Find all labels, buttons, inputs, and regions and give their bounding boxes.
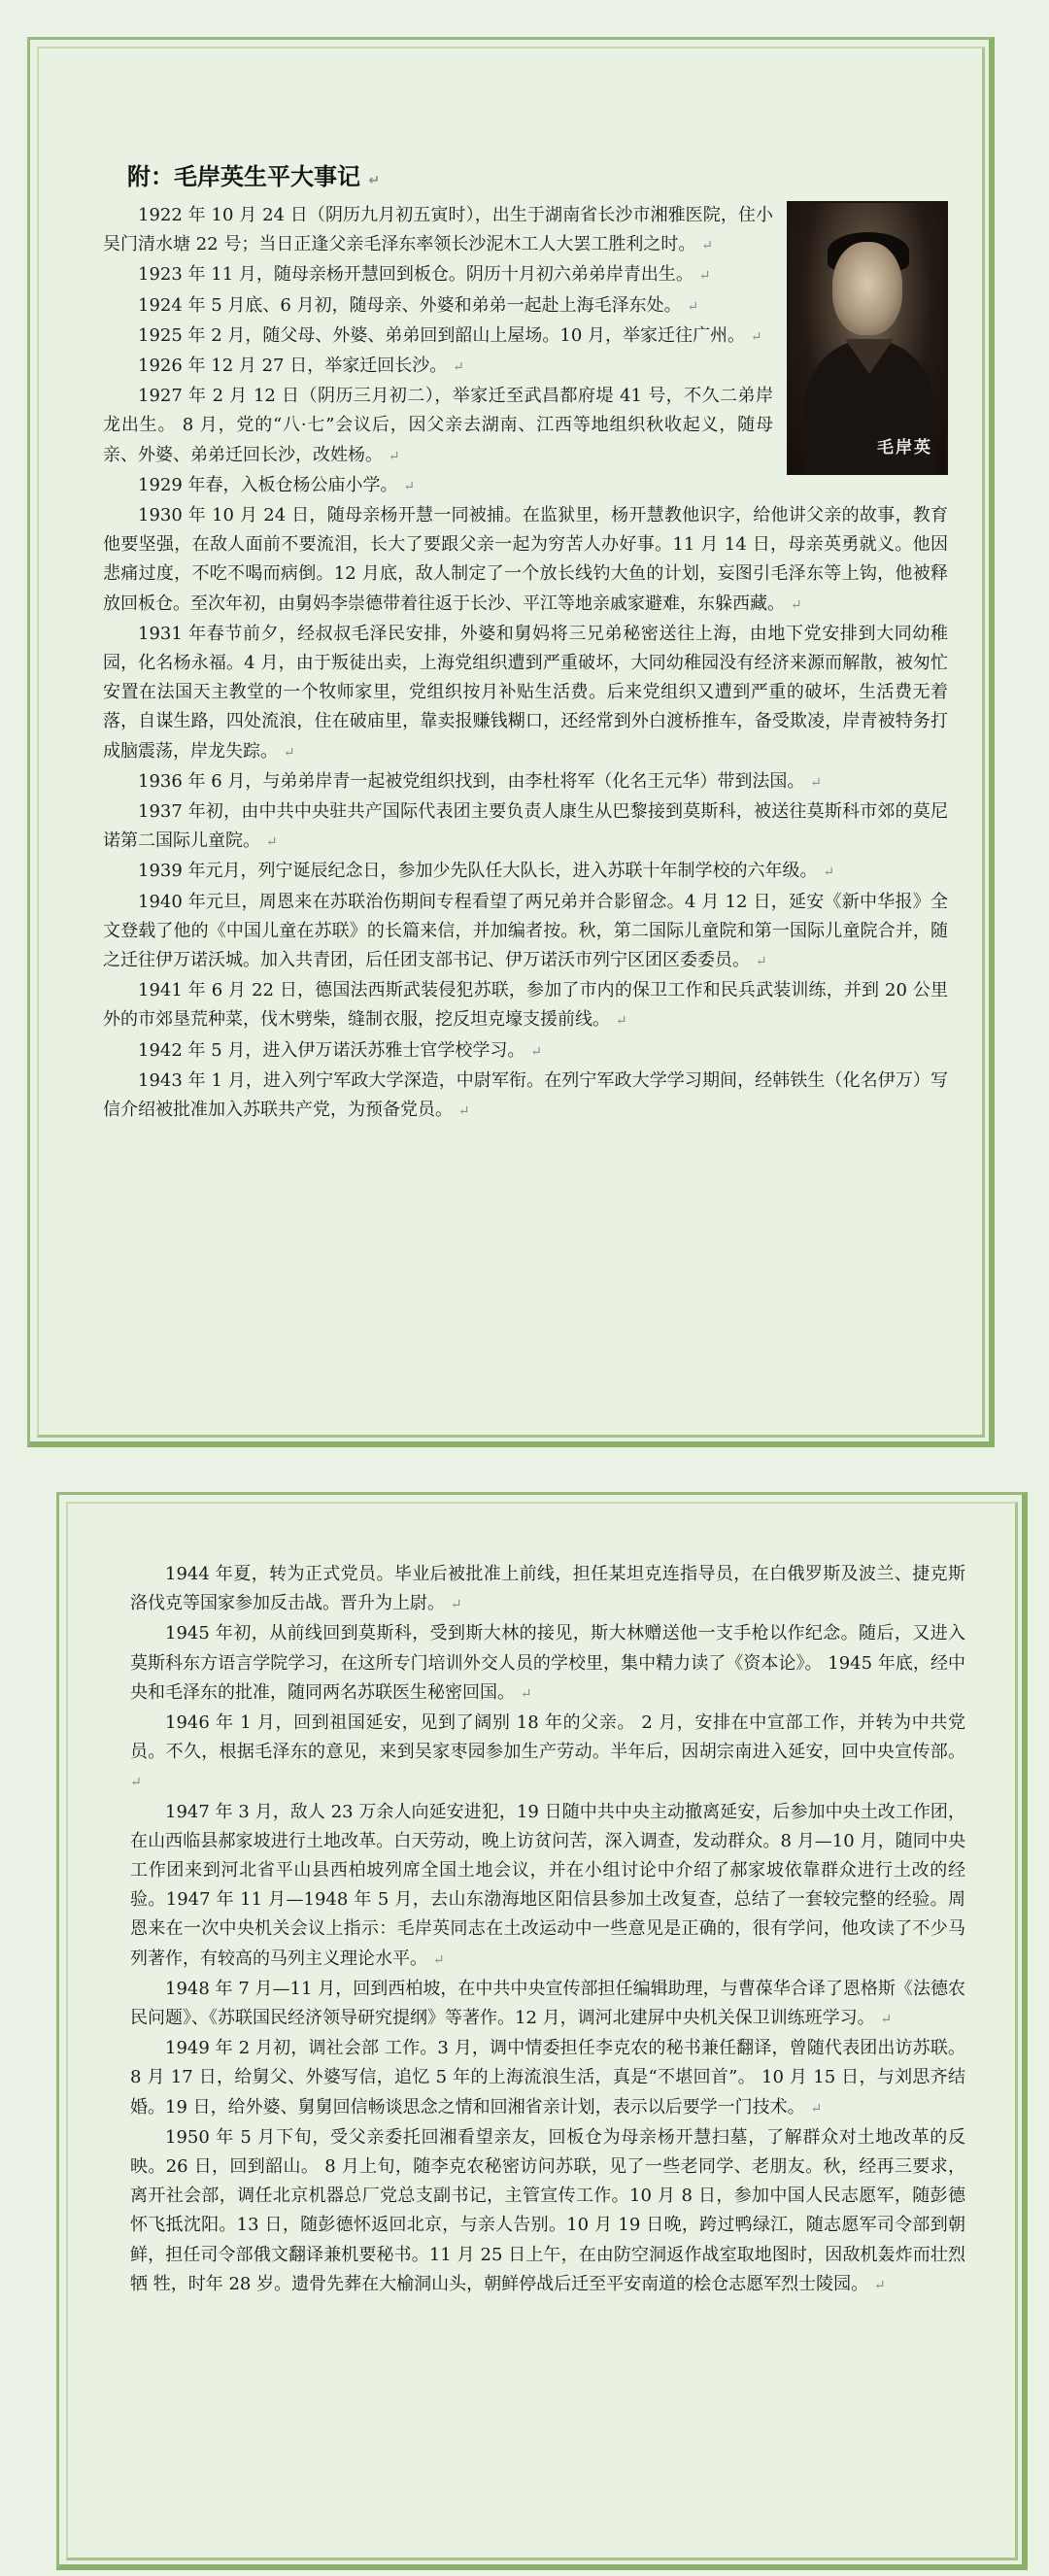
timeline-paragraph (103, 857, 948, 887)
paragraph-mark-icon: ↵ (810, 774, 822, 791)
paragraph-text: 1950 年 5 月下旬，受父亲委托回湘看望亲友，回板仓为母亲杨开慧扫墓，了解群众对土地改革的反映。26 日，回到韶山。 8 月上旬，随李克农秘密访问苏联，见了一些老同学、老朋友。秋，经再三要求，离开社会部，调任北京机器总厂党总支副书记，主管宣传工作。10 月 8 日，参加中国人民志愿军，随彭德怀飞抵沈阳。13 日，随彭德怀返回北京，与亲人告别。10 月 19 日晚，跨过鸭绿江，随志愿军司令部到朝鲜，担任司令部俄文翻译兼机要秘书。11 月 25 日上午，在由防空洞返作战室取地图时，因敌机轰炸而壮烈牺 牲，时年 28 岁。遗骨先葬在大榆洞山头，朝鲜停战后迁至平安南道的桧仓志愿军烈士陵园。 (130, 2126, 965, 2294)
timeline-paragraph (130, 2034, 965, 2123)
paragraph-text: 1945 年初，从前线回到莫斯科，受到斯大林的接见，斯大林赠送他一支手枪以作纪念。随后，又进入莫斯科东方语言学院学习，在这所专门培训外交人员的学校里，集中精力读了《资本论》。 1945 年底，经中央和毛泽东的批准，随同两名苏联医生秘密回国。 (130, 1623, 965, 1703)
timeline-paragraph (130, 2123, 965, 2300)
timeline-paragraph (130, 1560, 965, 1619)
paragraph-text: 1944 年夏，转为正式党员。毕业后被批准上前线，担任某坦克连指导员，在白俄罗斯及波兰、捷克斯洛伐克等国家参加反击战。晋升为上尉。 (130, 1564, 965, 1614)
timeline-paragraph (103, 888, 948, 977)
timeline-paragraph (130, 1798, 965, 1975)
paragraph-mark-icon: ↵ (450, 1597, 462, 1613)
paragraph-text: 1922 年 10 月 24 日（阴历九月初五寅时），出生于湖南省长沙市湘雅医院，住小吴门清水塘 22 号；当日正逢父亲毛泽东率领长沙泥木工人大罢工胜利之时。 (103, 205, 773, 255)
paragraph-text: 1924 年 5 月底、6 月初，随母亲、外婆和弟弟一起赴上海毛泽东处。 (138, 294, 682, 316)
paragraph-mark-icon: ↵ (520, 1685, 532, 1702)
paragraph-mark-icon: ↵ (403, 478, 415, 494)
timeline-paragraph (130, 1709, 965, 1798)
paragraph-text: 1931 年春节前夕，经叔叔毛泽民安排，外婆和舅妈将三兄弟秘密送往上海，由地下党安排到大同幼稚园，化名杨永福。4 月，由于叛徒出卖，上海党组织遭到严重破坏，大同幼稚园没有经济来源而解散，被匆忙安置在法国天主教堂的一个牧师家里，党组织按月补贴生活费。后来党组织又遭到严重的破坏，生活费无着落，自谋生路，四处流浪，住在破庙里，靠卖报赚钱糊口，还经常到外白渡桥推车，备受欺凌，岸青被特务打成脑震荡，岸龙失踪。 (103, 623, 948, 762)
paragraph-text: 1949 年 2 月初，调社会部 工作。3 月，调中情委担任李克农的秘书兼任翻译，曾随代表团出访苏联。8 月 17 日，给舅父、外婆写信，追忆 5 年的上海流浪生活，真是“不堪回首”。 10 月 15 日，与刘思齐结婚。19 日，给外婆、舅舅回信畅谈思念之情和回湘省亲计划，表示以后要学一门技术。 (130, 2038, 965, 2118)
paragraph-mark-icon: ↵ (698, 268, 711, 285)
timeline-paragraph (103, 1036, 948, 1067)
paragraph-text: 1941 年 6 月 22 日，德国法西斯武装侵犯苏联，参加了市内的保卫工作和民兵武装训练，并到 20 公里外的市郊垦荒种菜，伐木劈柴，缝制衣服，挖反坦克壕支援前线。 (103, 980, 948, 1031)
paragraph-text: 1947 年 3 月，敌人 23 万余人向延安进犯，19 日随中共中央主动撤离延安，后参加中央土改工作团，在山西临县郝家坡进行土地改革。白天劳动，晚上访贫问苦，深入调查，发动群众。8 月—10 月，随同中央工作团来到河北省平山县西柏坡列席全国土地会议，并在小组讨论中介绍了郝家坡依靠群众进行土改的经验。1947 年 11 月—1948 年 5 月，去山东渤海地区阳信县参加土改复查，总结了一套较完整的经验。周恩来在一次中央机关会议上指示：毛岸英同志在土改运动中一些意见是正确的，很有学问，他攻读了不少马列著作，有较高的马列主义理论水平。 (130, 1801, 965, 1969)
paragraph-text: 1929 年春，入板仓杨公庙小学。 (138, 474, 398, 495)
paragraph-mark-icon: ↵ (755, 954, 767, 970)
page-title: 附：毛岸英生平大事记 ↵ (127, 163, 381, 190)
timeline-paragraph (103, 471, 948, 501)
paragraph-text: 1948 年 7 月—11 月，回到西柏坡，在中共中央宣传部担任编辑助理，与曹葆华合译了恩格斯《法德农民问题》、《苏联国民经济领导研究提纲》等著作。12 月，调河北建屏中央机关保卫训练班学习。 (130, 1978, 965, 2029)
paragraph-text: 1923 年 11 月，随母亲杨开慧回到板仓。阴历十月初六弟弟岸青出生。 (138, 264, 694, 286)
paragraph-text: 1939 年元月，列宁诞辰纪念日，参加少先队任大队长，进入苏联十年制学校的六年级。 (138, 861, 818, 882)
paragraph-text: 1943 年 1 月，进入列宁军政大学深造，中尉军衔。在列宁军政大学学习期间，经韩铁生（化名伊万）写信介绍被批准加入苏联共产党，为预备党员。 (103, 1069, 948, 1121)
paragraph-text: 1927 年 2 月 12 日（阴历三月初二），举家迁至武昌都府堤 41 号，不久二弟岸龙出生。 8 月，党的“八·七”会议后，因父亲去湖南、江西等地组织秋收起义，随母亲、外婆、弟弟迁回长沙，改姓杨。 (103, 386, 773, 465)
timeline-paragraph (130, 1975, 965, 2034)
paragraph-mark-icon: ↵ (388, 448, 400, 464)
photo-caption: 毛岸英 (877, 438, 932, 458)
photo-face-shape (832, 242, 902, 335)
paragraph-mark-icon: ↵ (130, 1775, 142, 1791)
paragraph-mark-icon: ↵ (750, 328, 762, 345)
page-1-content (103, 111, 948, 1126)
timeline-paragraph (103, 767, 948, 797)
document-page-2 (56, 1492, 1028, 2570)
paragraph-mark-icon: ↵ (457, 1103, 470, 1120)
paragraph-mark-icon: ↵ (265, 834, 278, 851)
paragraph-text: 1937 年初，由中共中央驻共产国际代表团主要负责人康生从巴黎接到莫斯科，被送往莫斯科市郊的莫尼诺第二国际儿童院。 (103, 801, 948, 852)
paragraph-mark-icon: ↵ (810, 2100, 823, 2117)
paragraph-mark-icon: ↵ (873, 2277, 886, 2293)
paragraph-text: 1946 年 1 月，回到祖国延安，见到了阔别 18 年的父亲。 2 月，安排在中宣部工作，并转为中共党员。不久，根据毛泽东的意见，来到吴家枣园参加生产劳动。半年后，因胡宗南进入延安，回中央宣传部。 (130, 1712, 965, 1763)
paragraph-mark-icon: ↵ (823, 864, 834, 881)
paragraph-text: 1926 年 12 月 27 日，举家迁回长沙。 (138, 356, 448, 377)
paragraph-mark-icon: ↵ (452, 359, 464, 376)
timeline-paragraph (103, 976, 948, 1035)
paragraph-mark-icon: ↵ (283, 744, 295, 761)
paragraph-mark-icon: ↵ (701, 238, 713, 254)
timeline-paragraph (130, 1619, 965, 1709)
page-2-content (130, 1560, 965, 2300)
page-2-paragraphs (130, 1560, 965, 2300)
paragraph-mark-icon: ↵ (880, 2012, 893, 2028)
paragraph-mark-icon: ↵ (790, 596, 802, 613)
timeline-paragraph (103, 501, 948, 620)
paragraph-text: 1936 年 6 月，与弟弟岸青一起被党组织找到，由李杜将军（化名王元华）带到法国。 (138, 770, 805, 792)
paragraph-text: 1942 年 5 月，进入伊万诺沃苏雅士官学校学习。 (138, 1039, 525, 1061)
paragraph-mark-icon: ↵ (687, 298, 699, 315)
portrait-photo (787, 201, 948, 475)
paragraph-mark-icon: ↵ (530, 1043, 542, 1060)
document-page-1 (27, 37, 995, 1447)
paragraph-mark-icon: ↵ (615, 1013, 627, 1030)
paragraph-mark-icon: ↵ (432, 1951, 445, 1968)
paragraph-text: 1925 年 2 月，随父母、外婆、弟弟回到韶山上屋场。10 月，举家迁往广州。 (138, 324, 746, 346)
timeline-paragraph (103, 797, 948, 857)
timeline-paragraph (103, 1067, 948, 1126)
timeline-paragraph (103, 620, 948, 767)
paragraph-text: 1930 年 10 月 24 日，随母亲杨开慧一同被捕。在监狱里，杨开慧教他识字，给他讲父亲的故事，教育他要坚强，在敌人面前不要流泪，长大了要跟父亲一起为穷苦人办好事。11 月 14 日，母亲英勇就义。他因悲痛过度，不吃不喝而病倒。12 月底，敌人制定了一个放长线钓大鱼的计划，妄图引毛泽东等上钩，他被释放回板仓。至次年初，由舅妈李崇德带着往返于长沙、平江等地亲戚家避难，东躲西藏。 (103, 505, 948, 614)
paragraph-text: 1940 年元旦，周恩来在苏联治伤期间专程看望了两兄弟并合影留念。4 月 12 日，延安《新中华报》全文登载了他的《中国儿童在苏联》的长篇来信，并加编者按。秋，第二国际儿童院和第一国际儿童院合并，随之迁往伊万诺沃城。加入共青团，后任团支部书记、伊万诺沃市列宁区团区委委员。 (103, 891, 948, 971)
